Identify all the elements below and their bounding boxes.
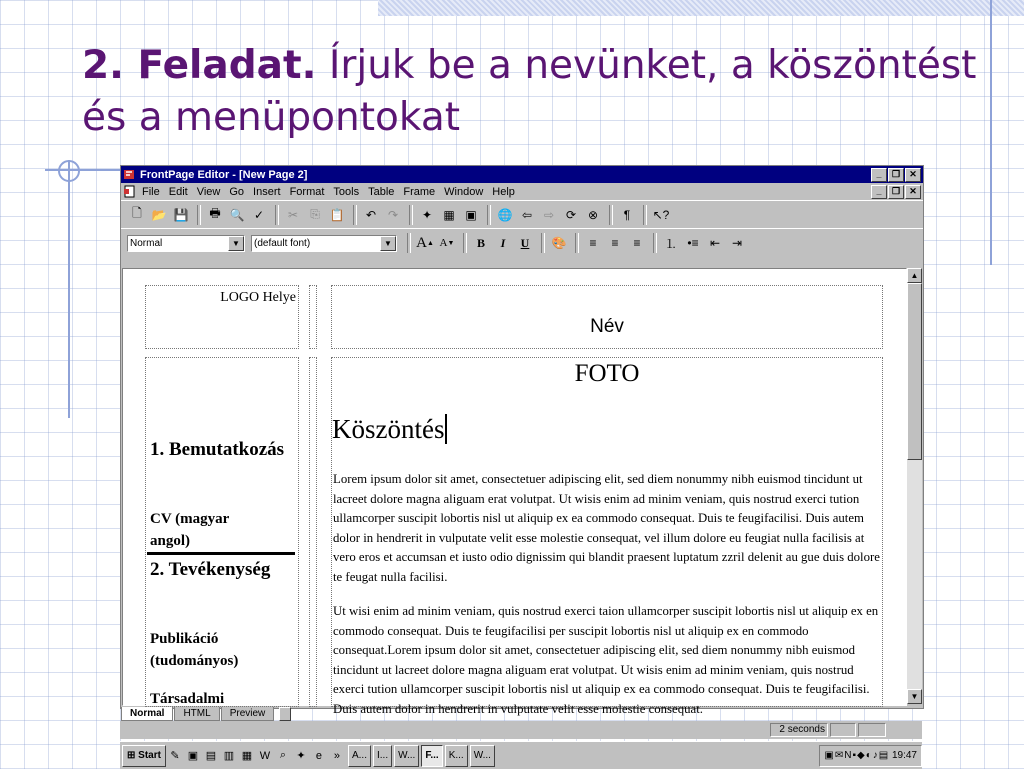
quicklaunch-icon[interactable]: ✎ (170, 750, 180, 762)
align-center-icon[interactable]: ≡ (611, 236, 619, 250)
show-formatting-icon[interactable]: ¶ (623, 207, 631, 222)
nav-item-bemutatkozas[interactable]: 1. Bemutatkozás (150, 439, 285, 460)
back-icon[interactable]: ⇦ (521, 207, 533, 222)
forward-icon[interactable]: ⇨ (543, 207, 555, 222)
logo-cell[interactable] (145, 285, 299, 349)
save-icon[interactable]: 💾 (173, 207, 189, 222)
nav-divider (147, 552, 295, 555)
menu-view[interactable]: View (196, 185, 221, 198)
menu-help[interactable]: Help (492, 185, 515, 198)
quicklaunch-icon[interactable]: ✦ (296, 750, 306, 762)
text-color-icon[interactable]: 🎨 (551, 236, 567, 250)
download-time: 2 seconds (770, 723, 828, 737)
task-button[interactable]: W... (470, 745, 495, 767)
insert-table-icon[interactable]: ▦ (443, 207, 455, 222)
task-button-frontpage[interactable]: F... (421, 745, 442, 767)
decorative-line (45, 169, 120, 171)
restore-button[interactable]: ❐ (888, 168, 904, 182)
hyperlink-icon[interactable]: 🌐 (497, 207, 513, 222)
minimize-button[interactable]: _ (871, 168, 887, 182)
stop-icon[interactable]: ⊗ (587, 207, 599, 222)
close-button[interactable]: ✕ (905, 168, 921, 182)
browser-icon[interactable]: e (315, 749, 323, 762)
decorative-circle (58, 160, 80, 182)
body-paragraph: Lorem ipsum dolor sit amet, consectetuer adipiscing elit, sed diem nonummy nibh euismod tincidunt ut lacreet dolore magna aliguam erat volutpat. Ut wisis enim ad minim veniam, quis nostrud exerci tution ullamcorper suscipit lobortis nisl ut aliquip ex ea commodo consequat. Duis te feugifacilisi. Duis autem dolor in hendrerit in vulputate velit esse molestie consequat, vel illum dolore eu feugiat nulla facilisis at vero eros et accumsan et iusto odio dignissim qui blandit praesent luptatum zzril delenit au gue duis dolore te feugat nulla facilisi. (333, 472, 880, 584)
doc-restore-button[interactable]: ❐ (888, 185, 904, 199)
quicklaunch-icon[interactable]: ▦ (241, 750, 253, 762)
spelling-icon[interactable]: ✓ (253, 207, 265, 222)
nav-item-publikacio[interactable]: Publikáció (tudományos) (150, 631, 239, 669)
chevron-down-icon: ▼ (228, 236, 244, 251)
name-heading: Név (590, 316, 624, 337)
quicklaunch-icon[interactable]: ▤ (205, 750, 217, 762)
bold-icon[interactable]: B (476, 235, 485, 250)
underline-icon[interactable]: U (520, 235, 530, 250)
frontpage-window (120, 165, 924, 719)
spacer-cell (309, 285, 317, 349)
decrease-font-icon[interactable]: A ▼ (439, 237, 455, 249)
print-preview-icon[interactable]: 🔍 (229, 207, 245, 222)
scroll-thumb[interactable] (907, 283, 922, 460)
menu-file[interactable]: File (142, 185, 160, 198)
spacer-cell (309, 357, 317, 707)
tab-html[interactable]: HTML (174, 707, 219, 721)
task-button[interactable]: A... (348, 745, 371, 767)
align-left-icon[interactable]: ≡ (589, 236, 597, 250)
more-icon[interactable]: » (333, 749, 341, 762)
quicklaunch-icon[interactable]: ▥ (223, 750, 235, 762)
decorative-line (68, 160, 70, 418)
menu-format[interactable]: Format (289, 185, 325, 198)
menu-edit[interactable]: Edit (168, 185, 188, 198)
bullet-list-icon[interactable]: •≡ (687, 236, 699, 250)
scroll-down-icon[interactable]: ▼ (907, 689, 922, 704)
menu-insert[interactable]: Insert (253, 185, 281, 198)
status-cell (830, 723, 856, 737)
copy-icon[interactable]: ⎘ (310, 207, 320, 221)
doc-minimize-button[interactable]: _ (871, 185, 887, 199)
frontpage-icon (123, 168, 136, 181)
numbered-list-icon[interactable]: ⒈ (664, 236, 677, 251)
increase-font-icon[interactable]: A ▲ (416, 234, 434, 251)
tab-preview[interactable]: Preview (221, 707, 275, 721)
slide-title: 2. Feladat. Írjuk be a nevünket, a köszöntést és a menüpontokat (82, 43, 977, 140)
decorative-band (378, 0, 1024, 16)
greeting-heading: Köszöntés (332, 414, 447, 445)
menu-tools[interactable]: Tools (333, 185, 360, 198)
open-folder-icon[interactable]: 📂 (151, 207, 167, 222)
quicklaunch-icon[interactable]: W (259, 749, 271, 762)
undo-icon[interactable]: ↶ (365, 207, 377, 222)
webbot-icon[interactable]: ✦ (421, 207, 433, 222)
format-toolbar (121, 228, 923, 257)
menu-go[interactable]: Go (229, 185, 245, 198)
photo-placeholder: FOTO (574, 360, 640, 387)
decorative-line (990, 0, 992, 265)
doc-close-button[interactable]: ✕ (905, 185, 921, 199)
content-cell[interactable] (331, 357, 883, 716)
nav-item-tevekenyseg[interactable]: 2. Tevékenység (150, 559, 271, 580)
quicklaunch-icon[interactable]: ▣ (187, 750, 199, 762)
task-button[interactable]: I... (373, 745, 392, 767)
navigation-cell[interactable] (145, 357, 299, 707)
menu-table[interactable]: Table (368, 185, 395, 198)
nav-item-cv[interactable]: CV (magyar angol) (150, 511, 230, 549)
text-cursor (445, 414, 447, 444)
cut-icon[interactable]: ✂ (287, 207, 299, 222)
print-icon[interactable]: 🖶 (209, 206, 221, 220)
tray-icons[interactable]: ▣✉N▪◆◐♪▤ (824, 750, 890, 761)
menu-frame[interactable]: Frame (403, 185, 436, 198)
tab-normal[interactable]: Normal (121, 707, 173, 721)
vertical-scrollbar[interactable] (907, 268, 922, 704)
window-title: FrontPage Editor - [New Page 2] (140, 168, 308, 181)
task-button[interactable]: K... (445, 745, 468, 767)
system-tray (819, 745, 922, 767)
horizontal-scrollbar[interactable] (279, 707, 291, 721)
insert-image-icon[interactable]: ▣ (465, 207, 477, 222)
chevron-down-icon: ▼ (380, 236, 396, 251)
name-cell[interactable] (331, 285, 883, 349)
clock: 19:47 (891, 750, 917, 761)
paste-icon[interactable]: 📋 (329, 207, 345, 222)
style-select[interactable]: Normal ▼ (127, 235, 245, 252)
menu-window[interactable]: Window (444, 185, 484, 198)
decrease-indent-icon[interactable]: ⇤ (709, 236, 721, 250)
nav-item-tarsadalmi[interactable]: Társadalmi (150, 691, 225, 707)
body-paragraph: Ut wisi enim ad minim veniam, quis nostrud exerci taion ullamcorper suscipit lobortis nisl ut aliquip ex en commodo consequat. Duis te feugifacilisi per suscipit lobortis nisl ut aliquip ex en commodo consequat.Lorem ipsum dolor sit amet, consectetuer adipiscing elit, sed diem nonummy nibh euismod tincidunt ut lacreet dolore magna aliguam erat volutpat. Ut wisis enim ad minim veniam, quis nostrud exerci tution ullamcorper suscipit lobortis nisl ut aliquip ex ea commodo consequat. Duis te feugifacilisi. Duis autem dolor in hendrerit in vulputate velit esse molestie consequat. (333, 604, 879, 716)
help-pointer-icon[interactable]: ↖? (652, 207, 670, 222)
view-tabs (121, 706, 921, 721)
font-select[interactable]: (default font) ▼ (251, 235, 397, 252)
windows-logo-icon: ⊞ (127, 750, 136, 761)
status-cell (858, 723, 886, 737)
increase-indent-icon[interactable]: ⇥ (731, 236, 743, 250)
task-button[interactable]: W... (394, 745, 419, 767)
refresh-icon[interactable]: ⟳ (565, 207, 577, 222)
menu-bar (121, 183, 923, 200)
italic-icon[interactable]: I (500, 235, 506, 250)
redo-icon[interactable]: ↷ (387, 207, 399, 222)
align-right-icon[interactable]: ≡ (633, 236, 641, 250)
standard-toolbar (121, 200, 923, 228)
document-icon (123, 185, 136, 198)
start-button[interactable]: ⊞ Start (122, 745, 166, 767)
scroll-up-icon[interactable]: ▲ (907, 268, 922, 283)
logo-placeholder: LOGO Helye (220, 290, 296, 305)
window-titlebar[interactable] (121, 166, 923, 183)
status-bar (120, 721, 922, 739)
quicklaunch-icon[interactable]: ⌕ (279, 749, 287, 761)
windows-taskbar (120, 741, 922, 769)
new-page-icon[interactable]: 🗋 (132, 206, 142, 220)
